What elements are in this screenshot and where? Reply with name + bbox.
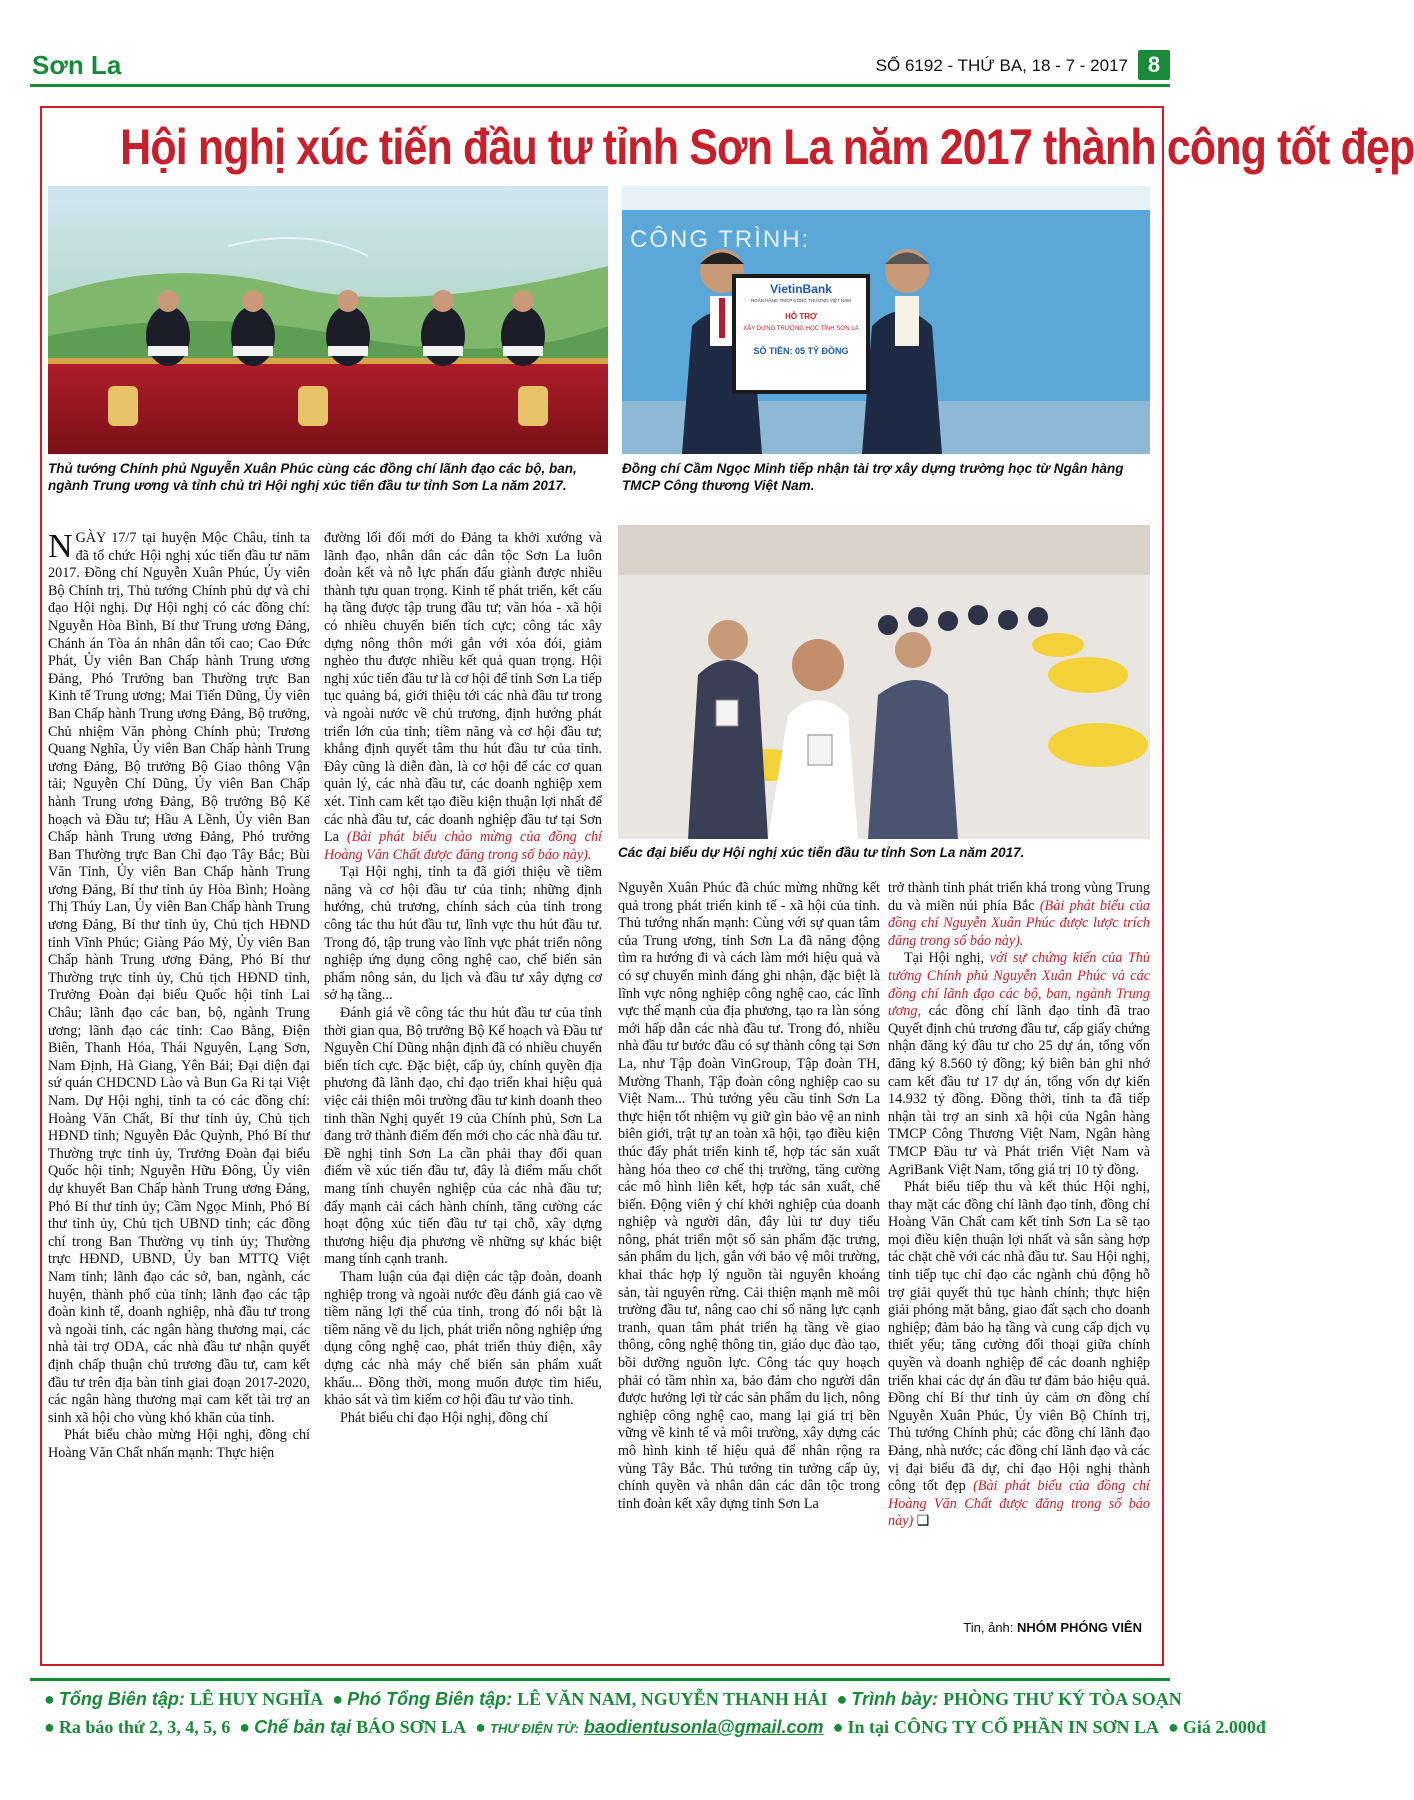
footer-line-2	[40, 1717, 1266, 1738]
article-column-1	[48, 530, 310, 1652]
footer-prepress-label: Chế bản tại	[254, 1717, 352, 1737]
column-4-lead: Tại Hội nghị,	[904, 950, 985, 967]
board-line1: HỖ TRỢ	[785, 312, 817, 321]
page-number: 8	[1138, 50, 1170, 80]
bullet: ●	[332, 1689, 344, 1709]
footer-editor-name: LÊ HUY NGHĨA	[189, 1689, 324, 1709]
article-column-3	[618, 880, 880, 1652]
board-bank: VietinBank	[770, 282, 832, 296]
footer-layout-value: PHÒNG THƯ KÝ TÒA SOẠN	[943, 1689, 1182, 1709]
column-4-paragraph-3	[888, 1179, 1150, 1531]
bullet: ●	[475, 1717, 487, 1737]
page-header	[30, 48, 1170, 88]
board-small: NGÂN HÀNG TMCP CÔNG THƯƠNG VIỆT NAM	[751, 298, 851, 303]
photo-conference-stage	[48, 186, 608, 454]
credit-name: NHÓM PHÓNG VIÊN	[1017, 1620, 1142, 1635]
photo-caption-1: Thủ tướng Chính phủ Nguyễn Xuân Phúc cùng các đồng chí lãnh đạo các bộ, ban, ngành Trung ương và tỉnh chủ trì Hội nghị xúc tiến đầu tư tỉnh Sơn La năm 2017.	[48, 461, 577, 493]
photo-sponsorship	[622, 186, 1150, 454]
footer-deputy-label: Phó Tổng Biên tập:	[347, 1689, 513, 1709]
column-2-text-1: đường lối đổi mới do Đảng ta khởi xướng và lãnh đạo, nhân dân các dân tộc Sơn La luôn đoàn kết và nỗ lực phấn đấu giành được nhiều thành tựu quan trọng. Kinh tế phát triển, kết cấu hạ tầng được tập trung đầu tư; văn hóa - xã hội có nhiều chuyển biến tích cực; công tác xây dựng nông thôn mới gắn với xóa đói, giảm nghèo thu được nhiều kết quả quan trọng. Hội nghị xúc tiến đầu tư là cơ hội để tỉnh Sơn La tiếp tục quảng bá, giới thiệu tới các nhà đầu tư trong và ngoài nước về chủ trương, định hướng phát triển lớn của tỉnh; tiềm năng và cơ hội đầu tư; khẳng định quyết tâm thu hút đầu tư của tỉnh. Đây cũng là diễn đàn, là cơ hội để các cơ quan quản lý, các nhà đầu tư, các doanh nghiệp xem xét. Tỉnh cam kết tạo điều kiện thuận lợi nhất để các nhà đầu tư, các doanh nghiệp đầu tư tại Sơn La	[324, 530, 603, 846]
photo-caption-3: Các đại biểu dự Hội nghị xúc tiến đầu tư tỉnh Sơn La năm 2017.	[618, 845, 1025, 860]
footer-editor-label: Tổng Biên tập:	[58, 1689, 185, 1709]
dropcap: N	[48, 528, 73, 565]
footer-schedule: Ra báo thứ 2, 3, 4, 5, 6	[58, 1717, 231, 1737]
editor-note-3: (Bài phát biểu của đồng chí Hoàng Văn Chất được đăng trong số báo này)	[888, 1478, 1151, 1530]
footer-printer-value: CÔNG TY CỔ PHẦN IN SƠN LA	[893, 1717, 1160, 1737]
footer-deputy-names: LÊ VĂN NAM, NGUYỄN THANH HẢI	[517, 1689, 828, 1709]
editor-note-2: (Bài phát biểu của đồng chí Nguyễn Xuân Phúc được lược trích đăng trong số báo này).	[888, 897, 1151, 949]
end-mark: ❑	[916, 1513, 930, 1530]
footer-layout-label: Trình bày:	[851, 1689, 939, 1709]
article-column-2	[324, 530, 602, 1652]
footer-email-link[interactable]: baodientusonla@gmail.com	[583, 1717, 824, 1737]
footer-line-1	[40, 1689, 1182, 1710]
column-4-text-2: các đồng chí lãnh đạo tỉnh đã trao Quyết định chủ trương đầu tư, cấp giấy chứng nhận đăng ký đầu tư cho 25 dự án, tổng vốn đăng ký 8.560 tỷ đồng; ký biên bản ghi nhớ cam kết đầu tư 17 dự án, tổng vốn dự kiến 14.932 tỷ đồng. Đồng thời, tỉnh ta đã tiếp nhận tài trợ an sinh xã hội của Ngân hàng TMCP Công Thương Việt Nam, Ngân hàng TMCP Đầu tư và Phát triển Việt Nam và AgriBank Việt Nam, tổng giá trị 10 tỷ đồng.	[888, 1003, 1151, 1178]
column-2-paragraph-1	[324, 530, 602, 864]
bullet: ●	[836, 1689, 848, 1709]
photo-caption-2: Đồng chí Cầm Ngọc Minh tiếp nhận tài trợ xây dựng trường học từ Ngân hàng TMCP Công thương Việt Nam.	[622, 461, 1124, 493]
article-column-4	[888, 880, 1150, 1620]
board-line2: XÂY DỰNG TRƯỜNG HỌC TỈNH SƠN LA	[743, 326, 859, 332]
issue-info: SỐ 6192 - THỨ BA, 18 - 7 - 2017	[875, 56, 1128, 75]
column-4-paragraph-1	[888, 880, 1150, 950]
column-4-text-3: Phát biểu tiếp thu và kết thúc Hội nghị, thay mặt các đồng chí lãnh đạo tỉnh, đồng chí Hoàng Văn Chất cam kết tỉnh Sơn La sẽ tạo mọi điều kiện thuận lợi nhất và sẵn sàng hợp tác chặt chẽ với các nhà đầu tư. Sau Hội nghị, tỉnh tiếp tục chỉ đạo các ngành chủ động hỗ trợ giải quyết thủ tục hành chính; thực hiện giải phóng mặt bằng, giao đất sạch cho doanh nghiệp; đảm bảo hạ tầng và cung cấp dịch vụ thiết yếu; tăng cường đối thoại giữa chính quyền và doanh nghiệp để các doanh nghiệp triển khai các dự án đầu tư đảm bảo hiệu quả. Đồng chí Bí thư tỉnh ủy cảm ơn đồng chí Nguyễn Xuân Phúc, Ủy viên Bộ Chính trị, Thủ tướng Chính phủ; các đồng chí lãnh đạo Đảng, nhà nước; các đồng chí lãnh đạo và các vị đại biểu đã dự, chỉ đạo Hội nghị thành công tốt đẹp	[888, 1179, 1150, 1495]
bullet: ●	[1168, 1717, 1179, 1737]
bullet: ●	[44, 1717, 55, 1737]
section-name: Sơn La	[32, 50, 122, 80]
column-1-text-1: GÀY 17/7 tại huyện Mộc Châu, tỉnh ta đã tổ chức Hội nghị xúc tiến đầu tư năm 2017. Đồng chí Nguyễn Xuân Phúc, Ủy viên Bộ Chính trị, Thủ tướng Chính phủ dự và chỉ đạo Hội nghị. Dự Hội nghị có các đồng chí: Nguyễn Hòa Bình, Bí thư Trung ương Đảng, Chánh án Tòa án nhân dân tối cao; Cao Đức Phát, Ủy viên Ban Chấp hành Trung ương Đảng, Phó Trưởng ban Thường trực Ban Kinh tế Trung ương; Mai Tiến Dũng, Ủy viên Ban Chấp hành Trung ương Đảng, Bộ trưởng, Chủ nhiệm Văn phòng Chính phủ; Trương Quang Nghĩa, Ủy viên Ban Chấp hành Trung ương Đảng, Bộ trưởng Bộ Giao thông Vận tải; Nguyễn Chí Dũng, Ủy viên Ban Chấp hành Trung ương Đảng, Bộ trưởng Bộ Kế hoạch và Đầu tư; Hầu A Lềnh, Ủy viên Ban Chấp hành Trung ương Đảng, Phó trưởng Ban Thường trực Ban Chỉ đạo Tây Bắc; Bùi Văn Tỉnh, Ủy viên Ban Chấp hành Trung ương Đảng, Bí thư tỉnh ủy Hòa Bình; Hoàng Thị Thúy Lan, Ủy viên Ban Chấp hành Trung ương Đảng, Bí thư tỉnh ủy, Chủ tịch HĐND tỉnh Vĩnh Phúc; Giàng Páo Mỷ, Ủy viên Ban Chấp hành Trung ương Đảng, Phó Bí thư Thường trực tỉnh ủy, Chủ tịch HĐND tỉnh, Trưởng Đoàn đại biểu Quốc hội tỉnh Lai Châu; lãnh đạo các ban, bộ, ngành Trung ương; lãnh đạo các tỉnh: Cao Bằng, Điện Biên, Thanh Hóa, Thái Nguyên, Lạng Sơn, Nam Định, Hà Giang, Yên Bái; Đại diện đại sứ quán CHDCND Lào và Bun Ga Ri tại Việt Nam. Dự Hội nghị, tỉnh ta có các đồng chí: Hoàng Văn Chất, Bí thư tỉnh ủy, Chủ tịch HĐND tỉnh; Nguyễn Đắc Quỳnh, Phó Bí thư Thường trực tỉnh ủy, Trưởng Đoàn đại biểu Quốc hội tỉnh; Nguyễn Hữu Đông, Ủy viên dự khuyết Ban Chấp hành Trung ương Đảng, Phó Bí thư tỉnh ủy; Cầm Ngọc Minh, Phó Bí thư tỉnh ủy, Chủ tịch UBND tỉnh; các đồng chí trong Ban Thường vụ tỉnh ủy; Thường trực HĐND, UBND, Ủy ban MTTQ Việt Nam tỉnh; lãnh đạo các sở, ban, ngành, các huyện, thành phố của tỉnh; lãnh đạo các tập đoàn kinh tế, doanh nghiệp, nhà đầu tư trong và ngoài tỉnh, các ngân hàng thương mại, các nhà tài trợ ODA, các nhà đầu tư nhận quyết định chấp thuận chủ trương đầu tư, cam kết đầu tư trên địa bàn tỉnh giai đoạn 2017-2020, các ngân hàng thương mại cam kết tài trợ an sinh xã hội cho vùng khó khăn của tỉnh.	[48, 530, 310, 1426]
column-4-paragraph-2	[888, 950, 1150, 1179]
bullet: ●	[239, 1717, 251, 1737]
footer-prepress-value: BÁO SƠN LA	[356, 1717, 467, 1737]
column-2-paragraph-2: Tại Hội nghị, tỉnh ta đã giới thiệu về tiềm năng và cơ hội đầu tư của tỉnh; những định hướng, chủ trương, chính sách của tỉnh trong công tác thu hút đầu tư, lĩnh vực thu hút đầu tư. Trong đó, tập trung vào lĩnh vực phát triển nông nghiệp ứng dụng công nghệ cao, chế biến sản phẩm nông sản, du lịch và đầu tư xây dựng cơ sở hạ tầng...	[324, 864, 602, 1004]
footer-email-label: THƯ ĐIỆN TỬ:	[490, 1721, 579, 1736]
column-3-paragraph-1: Nguyễn Xuân Phúc đã chúc mừng những kết quả trong phát triển kinh tế - xã hội của tỉnh. Thủ tướng nhấn mạnh: Cùng với sự quan tâm của Trung ương, tỉnh Sơn La đã năng động tìm ra hướng đi và cách làm mới hiệu quả và có sự chuyển mình đáng ghi nhận, đặc biệt là lĩnh vực nông nghiệp công nghệ cao, các lĩnh vực thế mạnh của địa phương, tạo ra làn sóng mới hấp dẫn các nhà đầu tư. Trong đó, nhiều nhà đầu tư bước đầu có sự thành công tại Sơn La, như Tập đoàn VinGroup, Tập đoàn TH, Mường Thanh, Tập đoàn công nghiệp cao su Việt Nam... Thủ tướng yêu cầu tỉnh Sơn La thực hiện tốt nhiệm vụ giữ gìn bảo vệ an ninh biên giới, trật tự an toàn xã hội, tạo điều kiện thúc đẩy phát triển kinh tế, hợp tác sản xuất hàng hóa theo cơ chế thị trường, tăng cường các mô hình liên kết, hợp tác sản xuất, chế biến. Động viên ý chí khởi nghiệp của doanh nghiệp và người dân, đây lùi tư duy tiểu nông, phát triển một số sản phẩm đặc trưng, sản phẩm du lịch, gắn với bảo vệ môi trường, khai thác hợp lý nguồn tài nguyên khoáng sản, tài nguyên rừng. Cải thiện mạnh mẽ môi trường đầu tư, nâng cao chỉ số năng lực cạnh tranh, quan tâm phát triển hạ tầng về giao thông, công nghệ thông tin, giáo dục đào tạo, bồi dưỡng nguồn lực. Công tác quy hoạch phải có tầm nhìn xa, bảo đảm cho người dân được hưởng lợi từ các sản phẩm du lịch, nông nghiệp công nghệ cao, mang lại giá trị bền vững về kinh tế và môi trường, xây dựng các mô hình kinh tế hiệu quả để nhân rộng ra vùng Tây Bắc. Thủ tướng tin tưởng cấp ủy, chính quyền và nhân dân các dân tộc trong tỉnh đoàn kết xây dựng tỉnh Sơn La	[618, 880, 880, 1512]
page-footer	[30, 1678, 1266, 1749]
column-4-text-1: trở thành tỉnh phát triển khá trong vùng Trung du và miền núi phía Bắc	[888, 880, 1150, 914]
credit-label: Tin, ảnh:	[963, 1620, 1014, 1635]
backdrop-text: CÔNG TRÌNH:	[630, 226, 811, 253]
footer-printer-label: In tại	[847, 1717, 889, 1737]
column-2-paragraph-5: Phát biểu chỉ đạo Hội nghị, đồng chí	[340, 1409, 549, 1426]
footer-price: Giá 2.000đ	[1182, 1717, 1266, 1737]
board-amount: SỐ TIỀN: 05 TỶ ĐỒNG	[753, 346, 849, 356]
column-2-paragraph-4: Tham luận của đại diện các tập đoàn, doanh nghiệp trong và ngoài nước đều đánh giá cao về tiềm năng lợi thế của tỉnh, trong đó nổi bật là tiềm năng về du lịch, phát triển nông nghiệp ứng dụng công nghệ cao, phát triển thủy điện, xây dựng các nhà máy chế biến sản phẩm xuất khẩu... Đồng thời, mong muốn được tìm hiểu, khảo sát và tìm kiếm cơ hội đầu tư vào tỉnh.	[324, 1268, 602, 1409]
column-1-paragraph-1	[48, 530, 310, 1427]
editor-note-1: (Bài phát biểu chào mừng của đồng chí Hoàng Văn Chất được đăng trong số báo này).	[324, 829, 602, 863]
column-2-paragraph-3: Đánh giá về công tác thu hút đầu tư của tỉnh thời gian qua, Bộ trưởng Bộ Kế hoạch và Đầu tư Nguyễn Chí Dũng nhận định đã có nhiều chuyển biến tích cực. Đặc biệt, cấp ủy, chính quyền địa phương đã lãnh đạo, chỉ đạo triển khai hiệu quả việc cải thiện môi trường đầu tư kinh doanh theo tinh thần Nghị quyết 19 của Chính phủ, Sơn La đang trở thành điểm đến mới cho các nhà đầu tư. Đề nghị tỉnh Sơn La cần phải thay đổi quan điểm về xúc tiến đầu tư, đây là điểm mấu chốt mang tính chuyên nghiệp của các nhà đầu tư; đẩy mạnh cải cách hành chính, tăng cường các hoạt động xúc tiến đầu tư tại chỗ, xây dựng thương hiệu địa phương về những sự khác biệt mang tính cạnh tranh.	[324, 1005, 602, 1268]
bullet: ●	[44, 1689, 55, 1709]
bullet: ●	[832, 1717, 844, 1737]
header-rule	[30, 84, 1170, 87]
photo-credit	[963, 1620, 1142, 1635]
photo-delegates	[618, 525, 1150, 839]
column-4-highlight: với sự chứng kiến của Thủ tướng Chính phủ Nguyễn Xuân Phúc và các đồng chí lãnh đạo các bộ, ban, ngành Trung ương,	[888, 950, 1150, 1020]
column-1-paragraph-2: Phát biểu chào mừng Hội nghị, đồng chí Hoàng Văn Chất nhấn mạnh: Thực hiện	[48, 1427, 310, 1461]
headline: Hội nghị xúc tiến đầu tư tỉnh Sơn La năm 2017 thành công tốt đẹp	[120, 119, 1414, 175]
